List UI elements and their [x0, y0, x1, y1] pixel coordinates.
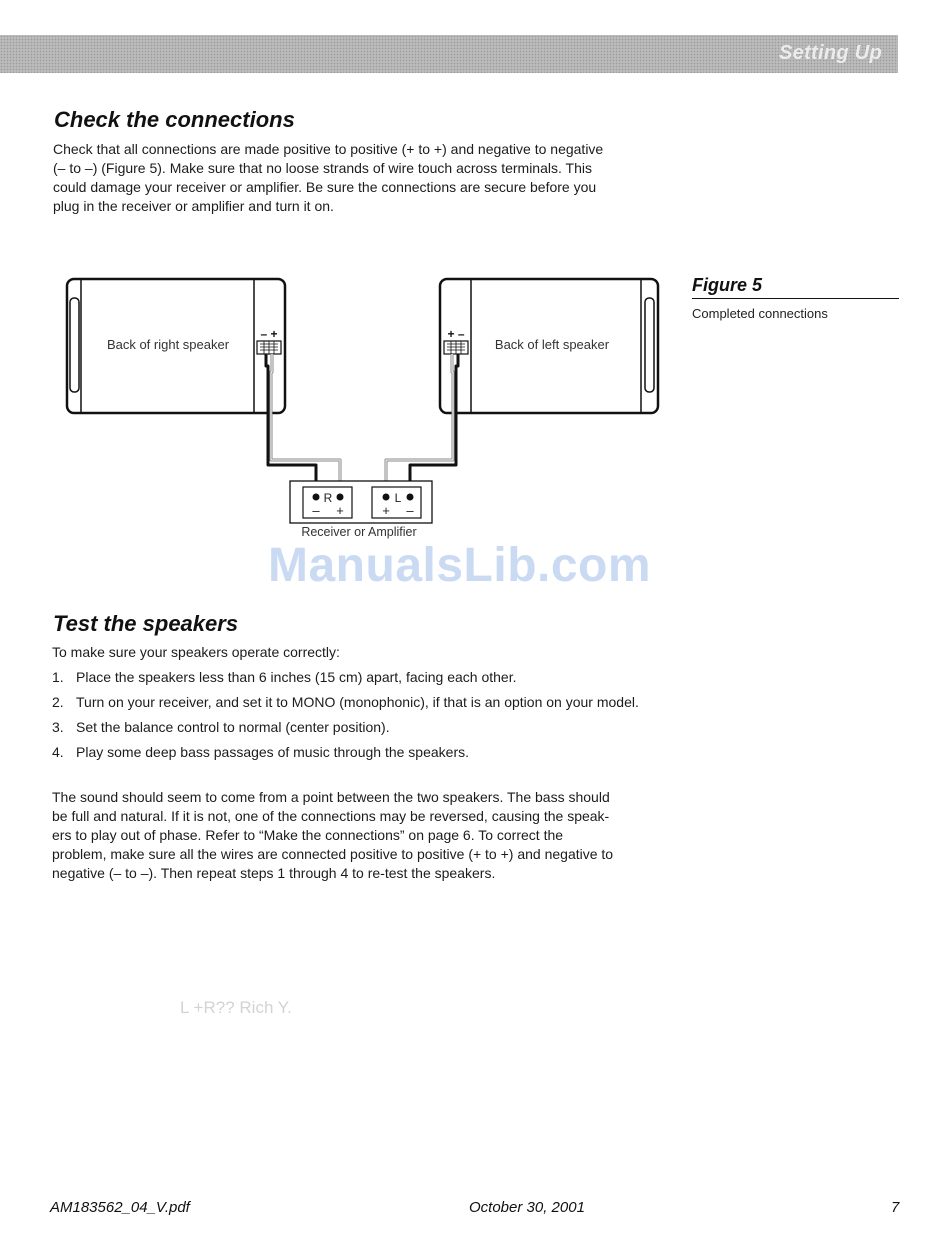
svg-text:–: – — [312, 503, 320, 518]
test-speakers-intro: To make sure your speakers operate correctly: — [52, 644, 340, 660]
connection-diagram — [0, 0, 950, 560]
watermark: ManualsLib.com — [268, 539, 652, 592]
left-speaker-label: Back of left speaker — [494, 337, 610, 352]
receiver-label: Receiver or Amplifier — [301, 525, 417, 539]
step-number: 4. — [52, 744, 64, 760]
receiver-amplifier — [290, 481, 432, 539]
list-item — [52, 718, 662, 737]
text-line: The sound should seem to come from a point between the two speakers. The bass should — [52, 789, 610, 805]
text-line: be full and natural. If it is not, one of the connections may be reversed, causing the speak- — [52, 808, 610, 824]
l-channel-label: L — [394, 491, 402, 505]
step-text: Play some deep bass passages of music through the speakers. — [76, 744, 469, 760]
footer-date: October 30, 2001 — [469, 1199, 585, 1216]
test-speakers-closing — [52, 788, 682, 883]
text-line: (– to –) (Figure 5). Make sure that no loose strands of wire touch across terminals. This — [53, 160, 592, 176]
footer-filename: AM183562_04_V.pdf — [50, 1199, 190, 1216]
left-terminal-signs: + – — [447, 327, 465, 341]
step-text: Place the speakers less than 6 inches (15 cm) apart, facing each other. — [76, 669, 517, 685]
step-number: 2. — [52, 694, 64, 710]
svg-text:+: + — [382, 503, 390, 518]
svg-text:–: – — [406, 503, 414, 518]
text-line: problem, make sure all the wires are connected positive to positive (+ to +) and negative to — [52, 846, 614, 862]
left-speaker — [440, 279, 658, 413]
step-number: 1. — [52, 669, 64, 685]
figure-rule — [692, 298, 899, 299]
r-channel-label: R — [323, 491, 333, 505]
step-number: 3. — [52, 719, 64, 735]
section-title: Setting Up — [779, 42, 882, 64]
text-line: ers to play out of phase. Refer to “Make the connections” on page 6. To correct the — [52, 827, 564, 843]
text-line: plug in the receiver or amplifier and turn it on. — [53, 198, 334, 214]
right-terminal-signs: – + — [260, 327, 278, 341]
list-item — [52, 668, 662, 687]
step-text: Turn on your receiver, and set it to MONO (monophonic), if that is an option on your model. — [76, 694, 639, 710]
page-number: 7 — [891, 1199, 900, 1216]
right-speaker-label: Back of right speaker — [106, 337, 230, 352]
text-line: Check that all connections are made positive to positive (+ to +) and negative to negative — [53, 141, 604, 157]
faint-annotation: L +R?? Rich Y. — [180, 998, 292, 1017]
step-text: Set the balance control to normal (center position). — [76, 719, 390, 735]
heading-test-speakers: Test the speakers — [53, 611, 239, 636]
figure-title: Figure 5 — [692, 275, 763, 295]
text-line: could damage your receiver or amplifier. Be sure the connections are secure before you — [53, 179, 597, 195]
figure-caption: Completed connections — [692, 306, 828, 321]
list-item — [52, 693, 662, 712]
text-line: negative (– to –). Then repeat steps 1 through 4 to re-test the speakers. — [52, 865, 496, 881]
svg-text:+: + — [336, 503, 344, 518]
test-steps-list — [52, 668, 662, 768]
list-item — [52, 743, 662, 762]
right-speaker — [67, 279, 285, 413]
heading-check-connections: Check the connections — [54, 107, 295, 132]
